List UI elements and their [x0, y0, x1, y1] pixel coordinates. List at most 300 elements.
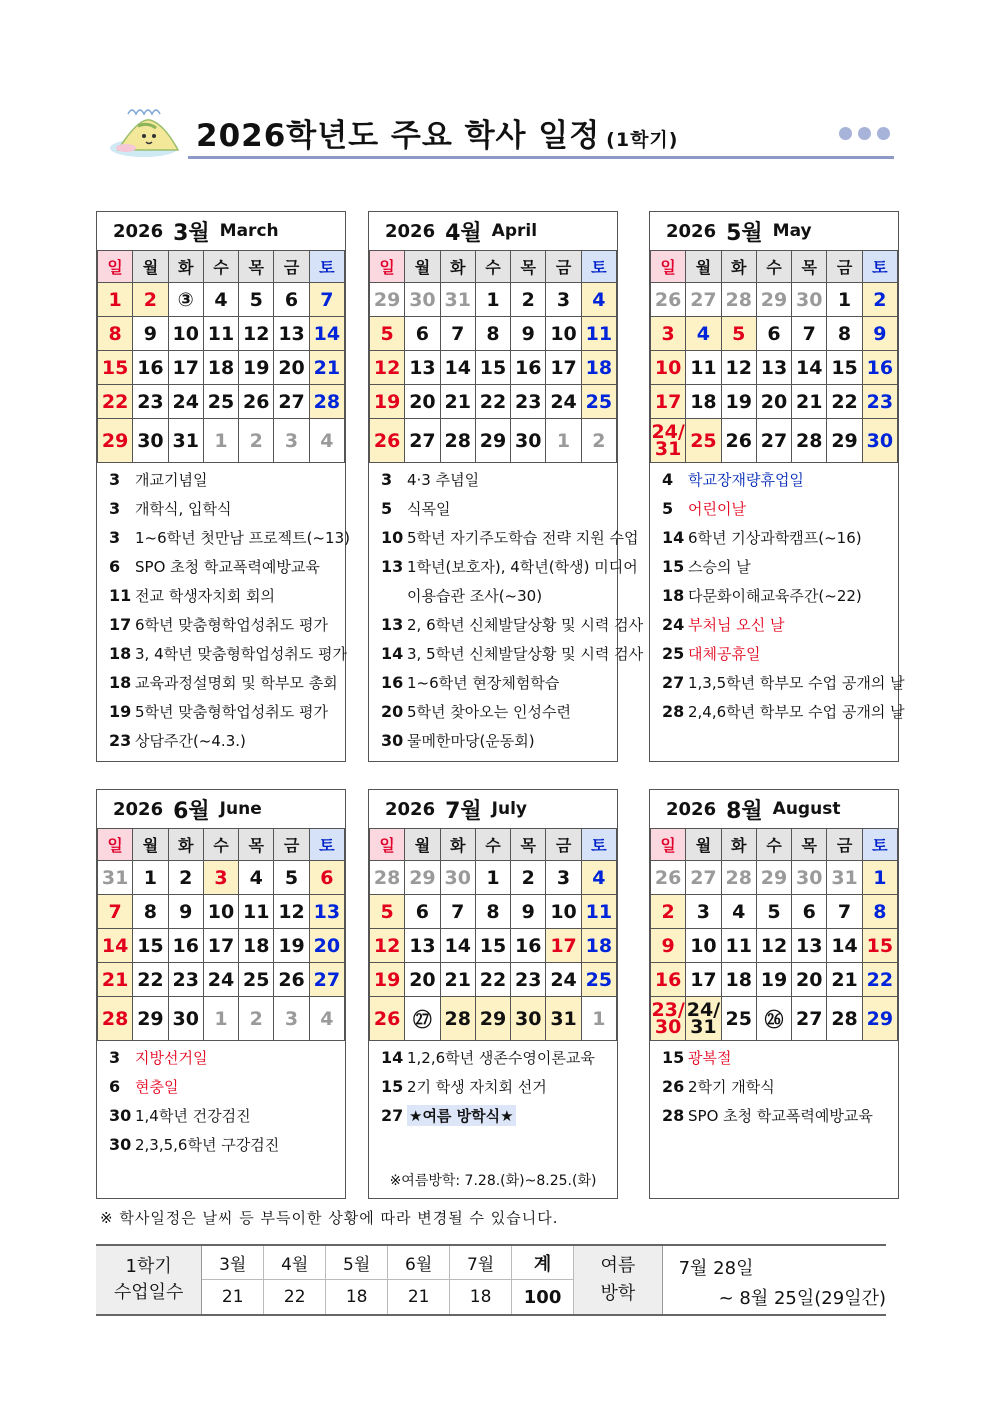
day-cell: [686, 385, 721, 419]
day-cell: [686, 861, 721, 895]
week-row: [651, 419, 898, 463]
day-cell: [440, 351, 475, 385]
day-number: 8: [486, 322, 500, 345]
event-item: [381, 730, 611, 759]
event-date: 17: [109, 615, 132, 634]
day-cell: [511, 895, 546, 929]
day-cell: [274, 963, 309, 997]
weekday-header: 금: [546, 251, 581, 283]
weekday-header: 목: [511, 251, 546, 283]
event-date: 28: [662, 702, 685, 721]
event-text: 6학년 기상과학캠프(~16): [688, 529, 862, 547]
day-cell: [756, 861, 791, 895]
vacation-label: 여름 방학: [574, 1246, 663, 1314]
week-row: [98, 385, 345, 419]
event-text: 5학년 맞춤형학업성취도 평가: [135, 703, 328, 721]
day-cell: [756, 351, 791, 385]
week-row: [651, 861, 898, 895]
day-cell: [239, 317, 274, 351]
day-cell: [440, 861, 475, 895]
day-number: 7: [320, 288, 334, 311]
event-item: [381, 1105, 611, 1134]
event-item: [662, 614, 892, 643]
day-cell: [274, 861, 309, 895]
day-cell: [475, 997, 510, 1041]
day-number: 15: [831, 356, 858, 379]
day-cell: [133, 861, 168, 895]
month-year: 2026: [385, 798, 436, 820]
month-name-en: June: [219, 799, 262, 819]
event-item: [662, 672, 905, 701]
day-cell: [203, 385, 238, 419]
day-number: 4: [592, 866, 606, 889]
day-cell: [756, 963, 791, 997]
week-row: [651, 895, 898, 929]
event-date: 3: [109, 1048, 121, 1067]
day-number: 28: [725, 288, 752, 311]
day-number: 7: [451, 900, 465, 923]
day-number: 29: [409, 866, 436, 889]
day-number: 26: [654, 866, 682, 889]
day-number: 10: [690, 934, 717, 957]
weekday-header: 수: [203, 251, 238, 283]
day-cell: [651, 929, 686, 963]
event-item: [109, 1134, 339, 1163]
event-list: [650, 463, 905, 736]
weekday-header: 목: [511, 829, 546, 861]
day-cell: [370, 283, 405, 317]
day-cell: [827, 895, 862, 929]
day-number: 3: [696, 900, 711, 923]
summary-grid: [202, 1246, 574, 1314]
event-item: [381, 527, 639, 556]
event-item: [381, 1076, 611, 1105]
day-number: 28: [796, 429, 823, 452]
day-number: 24: [207, 968, 235, 991]
day-cell: [581, 419, 616, 463]
day-cell: [721, 963, 756, 997]
day-number: 13: [409, 934, 436, 957]
day-cell: [239, 419, 274, 463]
day-number: 19: [278, 934, 305, 957]
day-number: 14: [313, 322, 341, 345]
title-underline: [188, 156, 894, 159]
event-text: 교육과정설명회 및 학부모 총회: [135, 674, 338, 692]
event-text: 부처님 오신 날: [688, 616, 785, 634]
day-cell: [475, 419, 510, 463]
week-row: [98, 283, 345, 317]
day-number: 7: [451, 322, 465, 345]
day-number: 24: [550, 390, 577, 413]
event-item: [109, 1047, 339, 1076]
class-days-summary: [96, 1244, 886, 1316]
month-name-en: May: [772, 221, 812, 241]
month-year: 2026: [113, 220, 164, 242]
event-item: [662, 527, 892, 556]
day-number: 27: [313, 968, 341, 991]
day-number: 4: [320, 1007, 334, 1030]
day-cell: [405, 419, 440, 463]
day-number: 9: [873, 322, 887, 345]
month-name-ko: 7월: [445, 798, 482, 824]
day-number: 16: [654, 968, 682, 991]
day-cell: [203, 351, 238, 385]
event-text: 물메한마당(운동회): [407, 732, 535, 750]
day-cell: [862, 929, 897, 963]
day-cell: [686, 929, 721, 963]
day-cell: [756, 283, 791, 317]
day-number: 6: [415, 900, 430, 923]
event-date: 27: [662, 673, 685, 692]
weekday-header: 월: [405, 829, 440, 861]
weekday-header: 일: [98, 829, 133, 861]
day-number: 19: [760, 968, 788, 991]
vacation-period: 7월 28일 ~ 8월 25일(29일간): [678, 1258, 886, 1309]
day-cell: [581, 317, 616, 351]
event-item: [381, 672, 611, 701]
day-cell: [405, 283, 440, 317]
day-number: 30: [409, 288, 436, 311]
day-number: 4: [320, 429, 334, 452]
week-row: [370, 963, 617, 997]
week-row: [98, 929, 345, 963]
day-number: 1: [837, 288, 852, 311]
week-row: [370, 385, 617, 419]
day-cell: [274, 317, 309, 351]
event-date: 30: [109, 1135, 132, 1154]
event-text: 개교기념일: [135, 471, 208, 489]
event-item: [109, 469, 339, 498]
day-number: 10: [550, 322, 577, 345]
month-calendar: [649, 211, 905, 762]
circled-day: ㉗: [412, 1009, 432, 1031]
day-number: 3: [556, 866, 571, 889]
day-number: 30: [444, 866, 471, 889]
day-cell: [309, 317, 344, 351]
page-header: [108, 100, 894, 166]
day-number: 18: [243, 934, 270, 957]
day-cell: [239, 929, 274, 963]
day-cell: [475, 351, 510, 385]
day-number: 24/ 31: [651, 420, 685, 460]
day-number: 6: [415, 322, 430, 345]
weekday-header: 수: [475, 251, 510, 283]
day-number: 19: [725, 390, 752, 413]
day-cell: [511, 385, 546, 419]
event-date: 16: [381, 673, 404, 692]
day-cell: [721, 861, 756, 895]
day-number: 31: [831, 866, 858, 889]
event-text: 상담주간(~4.3.): [135, 732, 246, 750]
day-cell: [862, 861, 897, 895]
summary-header: 7월: [450, 1246, 512, 1280]
day-cell: [651, 895, 686, 929]
day-number: 12: [373, 934, 401, 957]
day-cell: [862, 283, 897, 317]
day-cell: [203, 997, 238, 1041]
day-number: 15: [479, 356, 507, 379]
week-row: [370, 283, 617, 317]
event-date: 27: [381, 1106, 404, 1125]
month-name-ko: 5월: [726, 220, 763, 246]
event-date: 30: [109, 1106, 132, 1125]
month-heading: [650, 212, 898, 250]
day-cell: [440, 929, 475, 963]
day-cell: [827, 997, 862, 1041]
day-cell: [203, 895, 238, 929]
day-cell: [686, 317, 721, 351]
day-number: 1: [873, 866, 887, 889]
event-text: 1~6학년 현장체험학습: [407, 674, 560, 692]
month-name-en: March: [219, 221, 279, 241]
day-cell: [475, 861, 510, 895]
day-number: 15: [101, 356, 129, 379]
event-text: 3, 4학년 맞춤형학업성취도 평가: [135, 645, 348, 663]
day-cell: [309, 963, 344, 997]
day-cell: [581, 283, 616, 317]
day-cell: [203, 929, 238, 963]
day-cell: [862, 385, 897, 419]
day-cell: [756, 419, 791, 463]
day-number: 1: [486, 288, 500, 311]
day-number: 19: [373, 968, 401, 991]
day-number: 10: [654, 356, 682, 379]
month-calendar: [649, 789, 899, 1199]
day-number: 22: [831, 390, 858, 413]
event-date: 15: [662, 557, 685, 576]
weekday-header: 목: [792, 251, 827, 283]
weekday-header: 목: [792, 829, 827, 861]
day-cell: [581, 963, 616, 997]
event-item: [109, 672, 339, 701]
day-cell: [827, 419, 862, 463]
day-cell: [309, 895, 344, 929]
day-cell: [239, 997, 274, 1041]
day-number: 4: [696, 322, 711, 345]
day-cell: [440, 419, 475, 463]
weekday-header: 월: [133, 829, 168, 861]
event-text: 현충일: [135, 1078, 179, 1096]
day-number: 2: [249, 429, 263, 452]
event-date: 6: [109, 557, 121, 576]
day-number: 14: [101, 934, 129, 957]
weekday-header: 토: [581, 829, 616, 861]
day-number: 25: [585, 968, 613, 991]
day-cell: [862, 895, 897, 929]
day-number: 15: [137, 934, 164, 957]
month-name-ko: 6월: [173, 798, 210, 824]
day-cell: [686, 895, 721, 929]
day-number: 14: [444, 934, 471, 957]
day-cell: [370, 997, 405, 1041]
event-date: 5: [662, 499, 674, 518]
day-number: 29: [760, 866, 788, 889]
weekday-header: 월: [686, 829, 721, 861]
semester-label: (1학기): [606, 129, 679, 151]
day-number: 26: [243, 390, 270, 413]
day-number: 27: [690, 866, 717, 889]
event-date: 23: [109, 731, 132, 750]
day-number: 29: [137, 1007, 164, 1030]
circled-day: ③: [177, 288, 194, 311]
weekday-header: 월: [405, 251, 440, 283]
event-text: 전교 학생자치회 회의: [135, 587, 275, 605]
day-number: 26: [278, 968, 305, 991]
day-number: 30: [515, 1007, 542, 1030]
event-text: 3, 5학년 신체발달상황 및 시력 검사: [407, 645, 644, 663]
day-cell: [511, 419, 546, 463]
day-number: 20: [313, 934, 341, 957]
day-number: 3: [214, 866, 228, 889]
day-number: 2: [249, 1007, 263, 1030]
day-number: 22: [137, 968, 164, 991]
day-number: 12: [243, 322, 270, 345]
event-item: [109, 1105, 339, 1134]
day-cell: [862, 963, 897, 997]
event-item: [662, 1047, 892, 1076]
day-cell: [168, 385, 203, 419]
day-number: 21: [444, 968, 471, 991]
week-row: [98, 895, 345, 929]
day-cell: [203, 283, 238, 317]
day-number: 11: [207, 322, 235, 345]
weekday-header: 토: [862, 829, 897, 861]
week-row: [98, 997, 345, 1041]
event-item: [109, 701, 339, 730]
day-number: 2: [521, 866, 535, 889]
day-cell: [168, 861, 203, 895]
day-number: 9: [521, 900, 535, 923]
summary-label: 1학기 수업일수: [96, 1246, 202, 1314]
day-cell: [440, 895, 475, 929]
month-heading: [97, 790, 345, 828]
event-date: 13: [381, 615, 404, 634]
day-number: 5: [767, 900, 781, 923]
day-cell: [168, 929, 203, 963]
weekday-header: 토: [309, 829, 344, 861]
day-number: 7: [108, 900, 122, 923]
day-number: 27: [760, 429, 788, 452]
day-cell: [309, 929, 344, 963]
month-calendar: [368, 789, 618, 1199]
day-number: 19: [243, 356, 270, 379]
weekday-header: 수: [756, 829, 791, 861]
day-number: 1: [214, 1007, 228, 1030]
event-item: [109, 498, 339, 527]
weekday-header: 금: [827, 251, 862, 283]
event-date: 10: [381, 528, 404, 547]
weekday-header: 월: [133, 251, 168, 283]
day-cell: [862, 419, 897, 463]
day-cell: [721, 351, 756, 385]
event-date: 3: [381, 470, 393, 489]
day-cell: [274, 895, 309, 929]
week-row: [98, 963, 345, 997]
day-cell: [721, 385, 756, 419]
day-number: 28: [725, 866, 752, 889]
weekday-header: 금: [546, 829, 581, 861]
event-text: ★여름 방학식★: [409, 1107, 514, 1125]
day-cell: [274, 385, 309, 419]
weekday-header: 수: [203, 829, 238, 861]
day-number: 5: [249, 288, 263, 311]
day-cell: [827, 963, 862, 997]
day-number: 28: [444, 1007, 471, 1030]
day-number: 27: [409, 429, 436, 452]
day-number: 14: [796, 356, 823, 379]
day-number: 10: [172, 322, 199, 345]
day-number: 20: [278, 356, 305, 379]
day-number: 23/ 30: [651, 998, 685, 1038]
weekday-header: 금: [274, 251, 309, 283]
day-cell: [168, 351, 203, 385]
day-cell: [546, 385, 581, 419]
event-text: 어린이날: [688, 500, 746, 518]
day-number: 22: [479, 968, 507, 991]
week-row: [98, 861, 345, 895]
day-number: 5: [380, 900, 394, 923]
day-number: 27: [796, 1007, 823, 1030]
day-number: 17: [690, 968, 717, 991]
day-cell: [309, 419, 344, 463]
day-number: 20: [409, 390, 436, 413]
summary-header-total: 계: [512, 1246, 574, 1280]
day-number: 18: [585, 934, 613, 957]
day-cell: [862, 997, 897, 1041]
day-cell: [98, 861, 133, 895]
calendar-grid: [650, 250, 898, 463]
event-date: 24: [662, 615, 685, 634]
event-text: 개학식, 입학식: [135, 500, 232, 518]
day-cell: [98, 351, 133, 385]
day-number: 1: [486, 866, 500, 889]
day-number: 31: [101, 866, 129, 889]
day-cell: [792, 317, 827, 351]
day-cell: [862, 351, 897, 385]
week-row: [370, 861, 617, 895]
day-cell: [274, 997, 309, 1041]
day-cell: [440, 385, 475, 419]
event-item: [381, 643, 644, 672]
event-text: 1학년(보호자), 4학년(학생) 미디어: [407, 558, 638, 576]
day-cell: [203, 861, 238, 895]
day-cell: [581, 895, 616, 929]
event-date: 13: [381, 557, 404, 576]
day-cell: [98, 317, 133, 351]
day-cell: [370, 317, 405, 351]
weekday-header: 토: [309, 251, 344, 283]
event-item: [662, 498, 892, 527]
day-number: 10: [207, 900, 235, 923]
day-cell: [309, 283, 344, 317]
day-cell: [405, 963, 440, 997]
day-number: 20: [409, 968, 436, 991]
day-number: 23: [866, 390, 894, 413]
event-date: 3: [109, 499, 121, 518]
day-cell: [651, 861, 686, 895]
day-number: 23: [172, 968, 199, 991]
day-cell: [370, 861, 405, 895]
day-number: 11: [585, 322, 613, 345]
day-number: 15: [479, 934, 507, 957]
day-cell: [651, 419, 686, 463]
event-date: 14: [662, 528, 685, 547]
week-row: [370, 317, 617, 351]
day-cell: [792, 895, 827, 929]
weekday-header: 화: [440, 829, 475, 861]
event-item: [662, 1105, 892, 1134]
day-number: 14: [831, 934, 858, 957]
